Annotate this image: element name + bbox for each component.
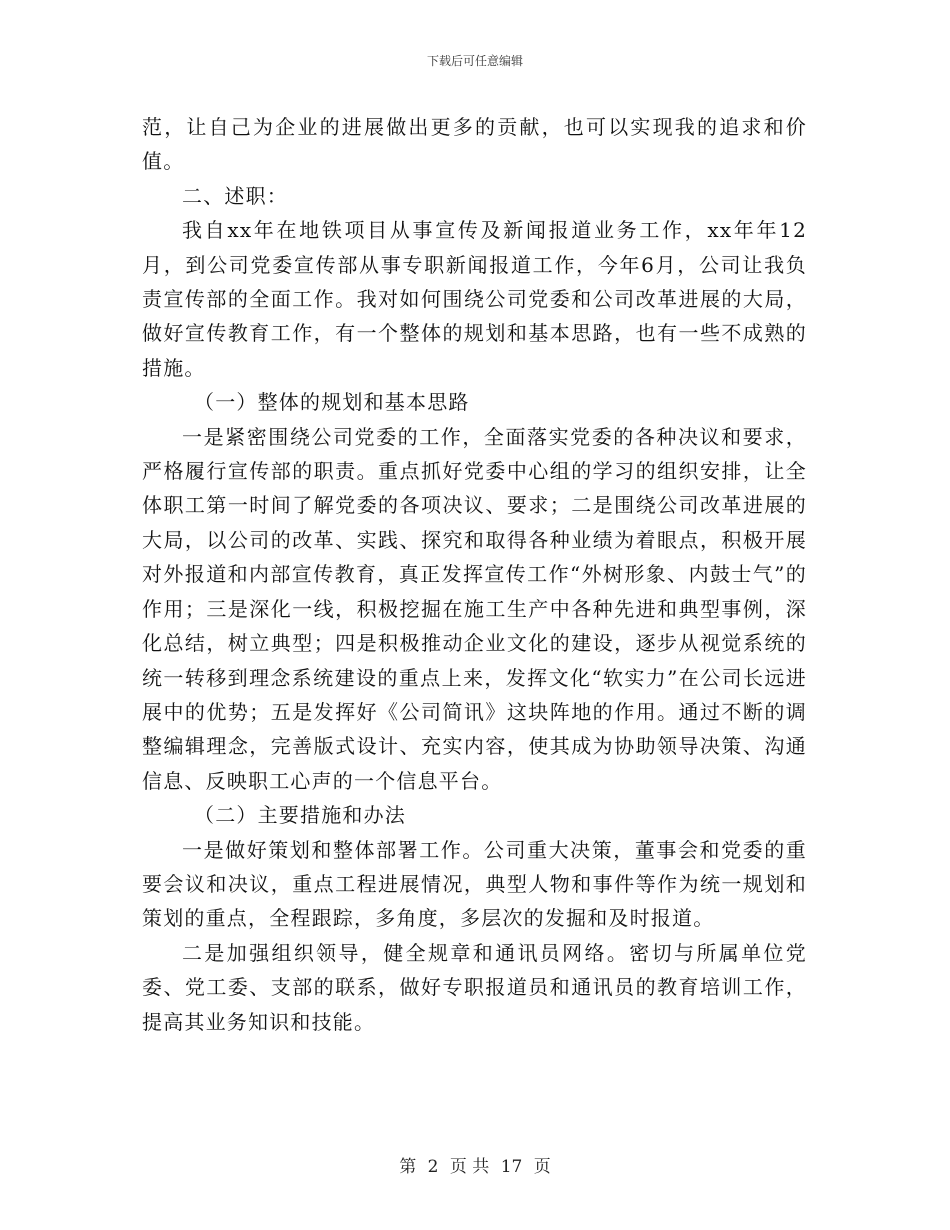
current-page-number: 2 bbox=[427, 1157, 439, 1177]
paragraph-continuation: 范，让自己为企业的进展做出更多的贡献，也可以实现我的追求和价值。 bbox=[142, 115, 807, 174]
page-header: 下载后可任意编辑 bbox=[426, 54, 523, 68]
paragraph-measure-one: 一是做好策划和整体部署工作。公司重大决策，董事会和党委的重要会议和决议，重点工程进展情况，典型人物和事件等作为统一规划和策划的重点，全程跟踪，多角度，多层次的发掘和及时报道。 bbox=[142, 837, 807, 931]
subsection-heading-plan: （一）整体的规划和基本思路 bbox=[194, 390, 470, 415]
footer-prefix: 第 bbox=[399, 1157, 417, 1177]
page-footer bbox=[0, 1152, 950, 1177]
footer-middle: 页 共 bbox=[449, 1157, 490, 1177]
footer-suffix: 页 bbox=[533, 1157, 551, 1177]
paragraph-plan: 一是紧密围绕公司党委的工作，全面落实党委的各种决议和要求，严格履行宣传部的职责。重点抓好党委中心组的学习的组织安排，让全体职工第一时间了解党委的各项决议、要求；二是围绕公司改革进展的大局，以公司的改革、实践、探究和取得各种业绩为着眼点，积极开展对外报道和内部宣传教育，真正发挥宣传工作“外树形象、内鼓士气”的作用；三是深化一线，积极挖掘在施工生产中各种先进和典型事例，深化总结，树立典型；四是积极推动企业文化的建设，逐步从视觉系统的统一转移到理念系统建设的重点上来，发挥文化“软实力”在公司长远进展中的优势；五是发挥好《公司简讯》这块阵地的作用。通过不断的调整编辑理念，完善版式设计、充实内容，使其成为协助领导决策、沟通信息、反映职工心声的一个信息平台。 bbox=[142, 424, 807, 793]
paragraph-intro: 我自xx年在地铁项目从事宣传及新闻报道业务工作，xx年年12月，到公司党委宣传部从事专职新闻报道工作，今年6月，公司让我负责宣传部的全面工作。我对如何围绕公司党委和公司改革进展的大局，做好宣传教育工作，有一个整体的规划和基本思路，也有一些不成熟的措施。 bbox=[142, 218, 807, 380]
total-page-count: 17 bbox=[500, 1157, 523, 1177]
section-heading-report: 二、述职： bbox=[182, 183, 288, 208]
subsection-heading-measures: （二）主要措施和办法 bbox=[194, 803, 406, 828]
document-body bbox=[142, 110, 807, 1039]
paragraph-measure-two: 二是加强组织领导，健全规章和通讯员网络。密切与所属单位党委、党工委、支部的联系，做好专职报道员和通讯员的教育培训工作，提高其业务知识和技能。 bbox=[142, 940, 807, 1034]
